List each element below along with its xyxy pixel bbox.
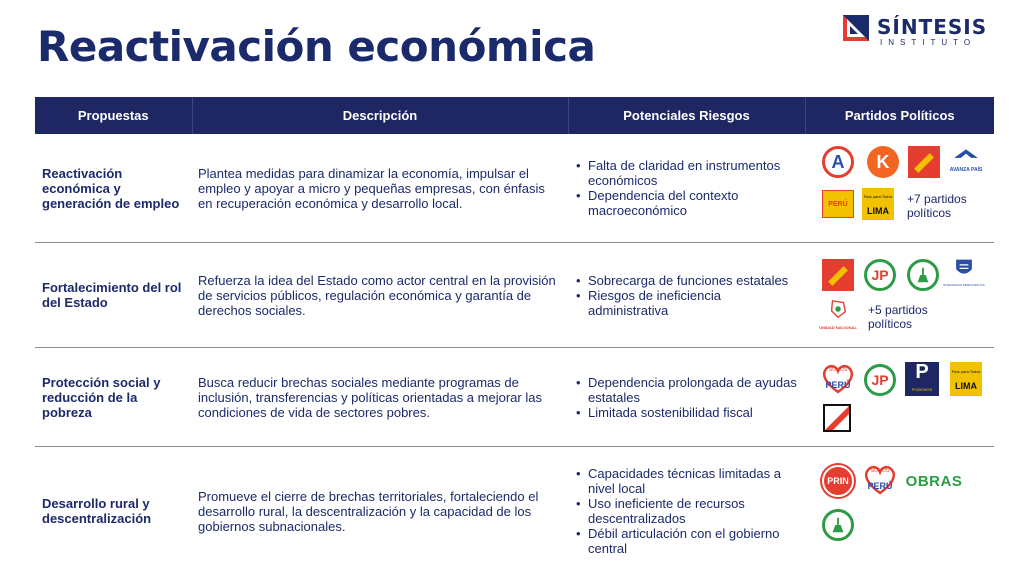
risk-item: • Débil articulación con el gobierno central [574, 526, 799, 556]
risk-item: • Limitada sostenibilidad fiscal [574, 405, 799, 420]
jp-party-logo-icon [864, 364, 896, 396]
brand-subtitle: INSTITUTO [880, 38, 977, 47]
pencil-party-logo-icon [908, 146, 940, 178]
lima-tagline: País para Todos [951, 369, 981, 374]
brand-logo [842, 14, 992, 50]
proposal-cell: Fortalecimiento del rol del Estado [35, 243, 192, 348]
description-cell: Promueve el cierre de brechas territoriales, fortaleciendo el desarrollo rural, la descentralización y la capacidad de los gobiernos subnacionales. [192, 447, 568, 570]
table-row [35, 447, 994, 570]
party-a-logo-icon [822, 146, 854, 178]
somos-peru-label: PERÚ [825, 380, 851, 390]
podemos-logo-icon [905, 362, 939, 396]
parties-cell [805, 243, 994, 348]
header-parties: Partidos Políticos [805, 97, 994, 134]
somos-peru-logo-icon [822, 364, 854, 396]
podemos-label: PODEMOS [911, 386, 933, 392]
risk-item: • Capacidades técnicas limitadas a nivel local [574, 466, 799, 496]
proposals-table [35, 97, 994, 570]
parties-cell [805, 134, 994, 243]
risk-item: • Sobrecarga de funciones estatales [574, 273, 799, 288]
prin-label: PRIN [827, 475, 849, 486]
broom-party-logo-icon [822, 509, 854, 541]
proposal-cell: Reactivación económica y generación de empleo [35, 134, 192, 243]
somos-peru-logo-icon [864, 465, 896, 497]
peru-label: PERÚ [828, 200, 848, 208]
broom-party-logo-icon [907, 259, 939, 291]
risks-cell [568, 243, 805, 348]
description-cell: Busca reducir brechas sociales mediante programas de inclusión, transferencias y políticas orientadas a mejorar las condiciones de vida de sectores pobres. [192, 348, 568, 447]
podemos-letter: P [915, 360, 929, 383]
risks-cell [568, 134, 805, 243]
obras-logo-icon [906, 465, 962, 497]
party-a-letter: A [831, 151, 845, 172]
description-cell: Refuerza la idea del Estado como actor central en la provisión de servicios públicos, regulación económica y garantía de derechos sociales. [192, 243, 568, 348]
more-parties-label: +7 partidos políticos [907, 192, 967, 220]
risks-cell [568, 348, 805, 447]
somos-peru-label: PERÚ [867, 481, 893, 491]
jp-label: JP [871, 266, 889, 283]
brand-name: SÍNTESIS [877, 15, 988, 39]
description-cell: Plantea medidas para dinamizar la economía, impulsar el empleo y apoyar a micro y pequeñas empresas, con énfasis en recuperación económica y desarrollo local. [192, 134, 568, 243]
jp-party-logo-icon [864, 259, 896, 291]
lima-label: LIMA [867, 206, 889, 216]
obras-label: OBRAS [905, 472, 963, 490]
table-row [35, 348, 994, 447]
lima-tagline: País para Todos [863, 194, 893, 199]
page-title: Reactivación económica [37, 22, 596, 71]
lima-party-logo-icon [862, 188, 894, 220]
table-header-row [35, 97, 994, 134]
integridad-label: INTEGRIDAD DEMOCRÁTICA [943, 283, 985, 287]
header-proposals: Propuestas [35, 97, 192, 134]
risk-item: • Riesgos de ineficiencia administrativa [574, 288, 799, 318]
risks-cell [568, 447, 805, 570]
unidad-label: UNIDAD NACIONAL [819, 324, 857, 330]
pencil-party-logo-icon [822, 259, 854, 291]
lima-party-logo-icon [950, 362, 982, 396]
jp-label: JP [871, 371, 889, 388]
somos-label: SOMOS [870, 468, 890, 474]
parties-cell [805, 447, 994, 570]
proposal-cell: Desarrollo rural y descentralización [35, 447, 192, 570]
party-k-letter: K [876, 151, 890, 172]
lima-label: LIMA [955, 381, 977, 391]
table-row [35, 243, 994, 348]
risk-item: • Dependencia del contexto macroeconómico [574, 188, 799, 218]
proposal-cell: Protección social y reducción de la pobreza [35, 348, 192, 447]
avanza-pais-label: AVANZA PAÍS [949, 167, 983, 173]
prin-logo-icon [822, 465, 854, 497]
unidad-nacional-logo-icon [819, 297, 857, 335]
peru-party-logo-icon [822, 190, 854, 218]
integridad-democratica-logo-icon [943, 257, 985, 293]
header-risks: Potenciales Riesgos [568, 97, 805, 134]
risk-item: • Uso ineficiente de recursos descentralizados [574, 496, 799, 526]
more-parties-label: +5 partidos políticos [868, 303, 928, 331]
sintesis-logo-icon [842, 14, 870, 42]
avanza-pais-logo-icon [950, 146, 982, 178]
flag-party-logo-icon [823, 404, 851, 432]
party-k-logo-icon [867, 146, 899, 178]
parties-cell [805, 348, 994, 447]
table-row [35, 134, 994, 243]
somos-label: SOMOS [828, 367, 848, 373]
header-description: Descripción [192, 97, 568, 134]
risk-item: • Dependencia prolongada de ayudas estatales [574, 375, 799, 405]
risk-item: • Falta de claridad en instrumentos económicos [574, 158, 799, 188]
